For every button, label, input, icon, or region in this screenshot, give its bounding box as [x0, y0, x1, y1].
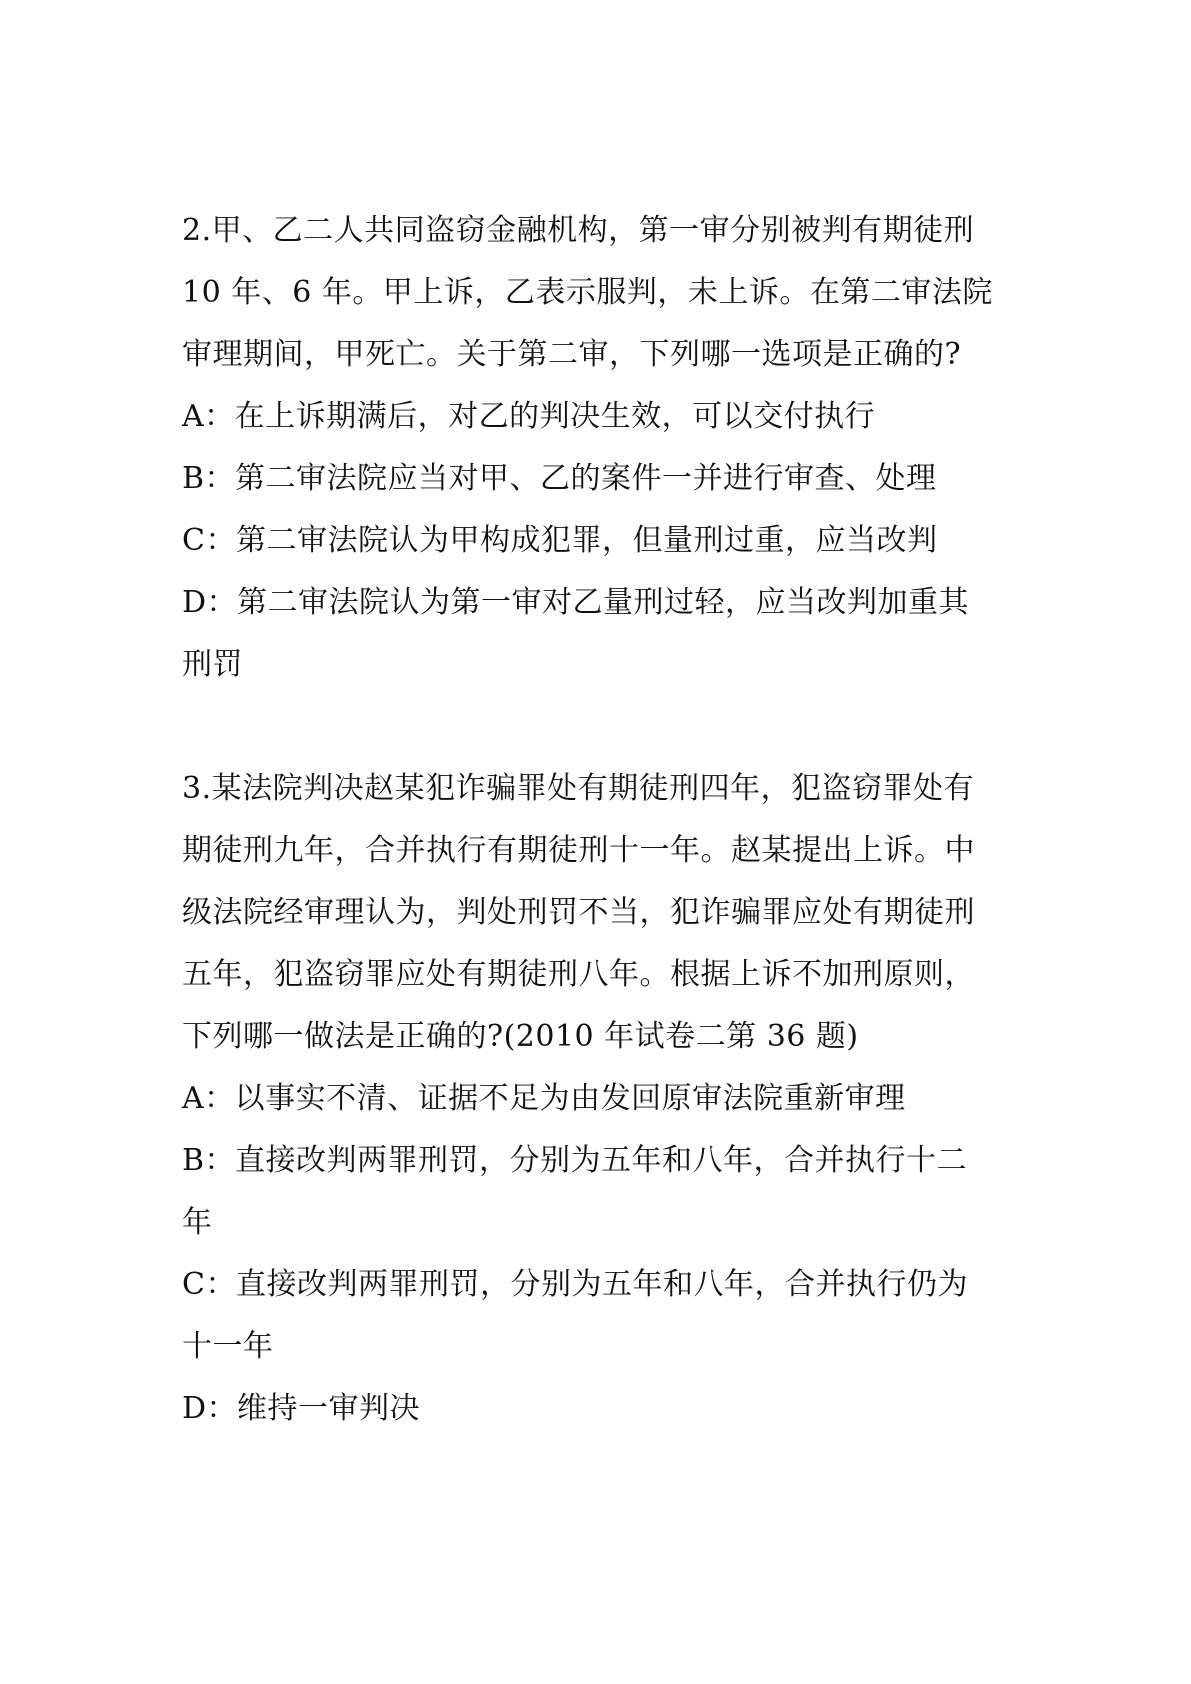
question-3-stem-line-5: 下列哪一做法是正确的?(2010 年试卷二第 36 题) [182, 1019, 859, 1054]
question-spacer [182, 696, 1022, 758]
question-3-stem-line-4: 五年，犯盗窃罪应处有期徒刑八年。根据上诉不加刑原则， [182, 957, 975, 992]
question-3-option-c: C：直接改判两罪刑罚，分别为五年和八年，合并执行仍为 [182, 1267, 968, 1302]
question-3-option-a: A：以事实不清、证据不足为由发回原审法院重新审理 [182, 1081, 906, 1116]
question-2-option-d: D：第二审法院认为第一审对乙量刑过轻，应当改判加重其 [182, 585, 970, 620]
question-2-option-c: C：第二审法院认为甲构成犯罪，但量刑过重，应当改判 [182, 523, 938, 558]
question-3-option-c-continued: 十一年 [182, 1329, 274, 1364]
question-3-option-b: B：直接改判两罪刑罚，分别为五年和八年，合并执行十二 [182, 1143, 968, 1178]
document-page [182, 200, 1022, 1440]
question-2-option-a: A：在上诉期满后，对乙的判决生效，可以交付执行 [182, 399, 876, 434]
question-3-stem-line-1: 3.某法院判决赵某犯诈骗罪处有期徒刑四年，犯盗窃罪处有 [182, 771, 975, 806]
question-3 [182, 758, 1022, 1440]
question-2-stem-line-2: 10 年、6 年。甲上诉，乙表示服判，未上诉。在第二审法院 [182, 275, 993, 310]
question-3-stem-line-3: 级法院经审理认为，判处刑罚不当，犯诈骗罪应处有期徒刑 [182, 895, 975, 930]
question-2-stem-line-3: 审理期间，甲死亡。关于第二审，下列哪一选项是正确的? [182, 337, 962, 372]
question-2 [182, 200, 1022, 696]
question-3-stem-line-2: 期徒刑九年，合并执行有期徒刑十一年。赵某提出上诉。中 [182, 833, 975, 868]
question-2-stem-line-1: 2.甲、乙二人共同盗窃金融机构，第一审分别被判有期徒刑 [182, 213, 975, 248]
question-3-option-b-continued: 年 [182, 1205, 213, 1240]
question-3-option-d: D：维持一审判决 [182, 1391, 421, 1426]
question-2-option-d-continued: 刑罚 [182, 647, 243, 682]
question-2-option-b: B：第二审法院应当对甲、乙的案件一并进行审查、处理 [182, 461, 937, 496]
